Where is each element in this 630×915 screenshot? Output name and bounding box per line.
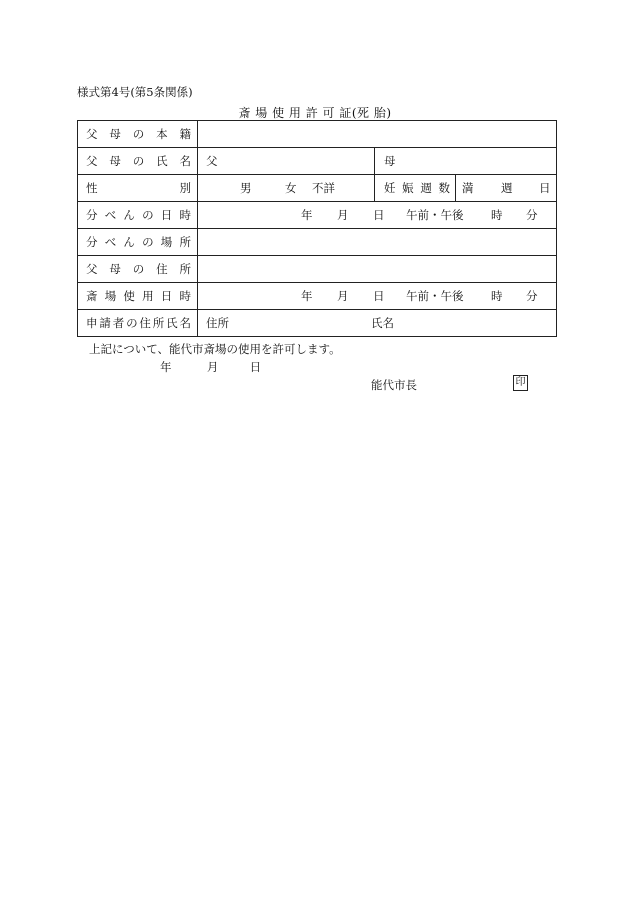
row-parents-domicile	[78, 121, 557, 148]
row-sex	[78, 175, 557, 202]
field-sex-gestation[interactable]	[198, 175, 557, 202]
use-month-label: 月	[337, 289, 349, 303]
row-parents-names	[78, 148, 557, 175]
seal-stamp: 印	[513, 375, 528, 391]
use-hour-label: 時	[491, 289, 503, 303]
label-parents-names: 父 母 の 氏 名	[78, 148, 198, 175]
row-applicant	[78, 310, 557, 337]
row-use-datetime	[78, 283, 557, 310]
use-year-label: 年	[301, 289, 313, 303]
label-use-datetime: 斎 場 使 用 日 時	[78, 283, 198, 310]
label-parents-address: 父 母 の 住 所	[78, 256, 198, 283]
field-parents-address[interactable]	[198, 256, 557, 283]
field-parents-domicile[interactable]	[198, 121, 557, 148]
applicant-address-label: 住所	[206, 316, 229, 330]
mother-label: 母	[384, 154, 396, 168]
use-day-label: 日	[373, 289, 385, 303]
delivery-day-label: 日	[373, 208, 385, 222]
use-ampm-label: 午前・午後	[406, 289, 464, 303]
field-delivery-datetime[interactable]	[198, 202, 557, 229]
label-delivery-datetime: 分 べ ん の 日 時	[78, 202, 198, 229]
document-title: 斎 場 使 用 許 可 証(死 胎)	[238, 106, 392, 120]
sex-option-male[interactable]: 男	[240, 181, 252, 195]
delivery-ampm-label: 午前・午後	[406, 208, 464, 222]
delivery-year-label: 年	[301, 208, 313, 222]
row-parents-address	[78, 256, 557, 283]
gestation-full-label: 満	[462, 181, 474, 195]
row-delivery-place	[78, 229, 557, 256]
field-delivery-place[interactable]	[198, 229, 557, 256]
field-parents-names[interactable]	[198, 148, 557, 175]
permit-table	[77, 120, 557, 337]
applicant-name-label: 氏名	[371, 316, 394, 330]
row-delivery-datetime	[78, 202, 557, 229]
sex-option-female[interactable]: 女	[285, 181, 297, 195]
delivery-minute-label: 分	[526, 208, 538, 222]
field-applicant[interactable]	[198, 310, 557, 337]
issue-date	[160, 359, 261, 375]
issue-day-label: 日	[249, 360, 262, 374]
label-parents-domicile: 父 母 の 本 籍	[78, 121, 198, 148]
issue-month-label: 月	[206, 360, 219, 374]
signer-title: 能代市長	[371, 378, 417, 392]
field-use-datetime[interactable]	[198, 283, 557, 310]
sex-divider	[374, 175, 375, 201]
use-minute-label: 分	[526, 289, 538, 303]
label-delivery-place: 分 べ ん の 場 所	[78, 229, 198, 256]
gestation-day-label: 日	[539, 181, 551, 195]
gestation-label: 妊 娠 週 数	[384, 181, 450, 195]
delivery-month-label: 月	[337, 208, 349, 222]
sex-option-unknown[interactable]: 不詳	[312, 181, 335, 195]
gestation-divider	[455, 175, 456, 201]
label-sex: 性 別	[78, 175, 198, 202]
approval-statement: 上記について、能代市斎場の使用を許可します。	[89, 342, 341, 356]
form-number: 様式第4号(第5条関係)	[77, 85, 193, 99]
issue-year-label: 年	[160, 360, 172, 374]
gestation-week-label: 週	[501, 181, 513, 195]
names-divider	[374, 148, 375, 174]
delivery-hour-label: 時	[491, 208, 503, 222]
father-label: 父	[206, 154, 218, 168]
label-applicant: 申請者の住所氏名	[78, 310, 198, 337]
